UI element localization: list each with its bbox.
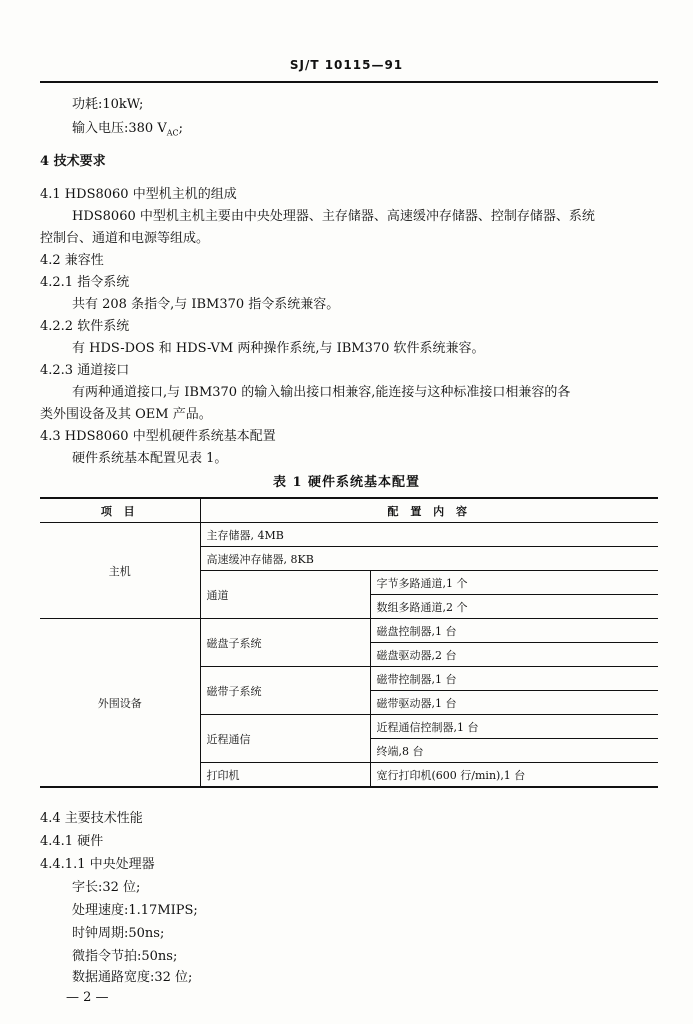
disk-subsystem-label: 磁盘子系统 [200,619,370,667]
cache-cell: 高速缓冲存储器, 8KB [200,547,658,571]
section-4-2-1-heading: 4.2.1 指令系统 [40,275,130,290]
section-4-1-body: HDS8060 中型机主机主要由中央处理器、主存储器、高速缓冲存储器、控制存储器、系统 [72,209,595,224]
voltage-text: 输入电压:380 V [72,121,167,136]
voltage-line: 输入电压:380 $V_{AC}$; [72,121,184,138]
section-4-2-2-body: 有 HDS-DOS 和 HDS-VM 两种操作系统,与 IBM370 软件系统兼容。 [72,341,485,356]
table-row [40,523,658,547]
spec-item: 处理速度:1.17MIPS; [72,903,198,918]
table-caption: 表 1 硬件系统基本配置 [272,475,421,490]
disk-item: 磁盘控制器,1 台 [370,619,658,643]
section-4-2-2-heading: 4.2.2 软件系统 [40,319,130,334]
section-4-4-1-1-heading: 4.4.1.1 中央处理器 [40,857,155,872]
hardware-config-table [40,497,658,788]
remote-comm-label: 近程通信 [200,715,370,763]
spec-item: 时钟周期:50ns; [72,926,165,941]
section-4-2-3-body-cont: 类外围设备及其 OEM 产品。 [40,407,212,422]
main-memory-cell: 主存储器, 4MB [200,523,658,547]
voltage-subscript: AC [166,128,179,138]
channel-item: 字节多路通道,1 个 [370,571,658,595]
section-4-4-1-heading: 4.4.1 硬件 [40,834,104,849]
peripherals-label: 外围设备 [40,619,200,788]
tape-item: 磁带驱动器,1 台 [370,691,658,715]
remote-item: 终端,8 台 [370,739,658,763]
header-rule [40,81,658,83]
section-4-2-3-heading: 4.2.3 通道接口 [40,363,130,378]
section-4-3-body: 硬件系统基本配置见表 1。 [72,451,228,466]
power-line: 功耗:10kW; [72,97,144,112]
printer-item: 宽行打印机(600 行/min),1 台 [370,763,658,788]
section-4-3-heading: 4.3 HDS8060 中型机硬件系统基本配置 [40,429,276,444]
section-4-2-heading: 4.2 兼容性 [40,253,104,268]
section-4-heading: 4 技术要求 [40,154,106,169]
remote-item: 近程通信控制器,1 台 [370,715,658,739]
table-row [40,619,658,643]
section-4-1-heading: 4.1 HDS8060 中型机主机的组成 [40,187,237,202]
disk-item: 磁盘驱动器,2 台 [370,643,658,667]
page-number: — 2 — [66,990,109,1005]
section-4-2-1-body: 共有 208 条指令,与 IBM370 指令系统兼容。 [72,297,340,312]
tape-item: 磁带控制器,1 台 [370,667,658,691]
header-item: 项 目 [40,498,200,523]
channel-label: 通道 [200,571,370,619]
table-header-row [40,498,658,523]
spec-item: 数据通路宽度:32 位; [72,970,193,985]
spec-item: 字长:32 位; [72,880,141,895]
host-label: 主机 [40,523,200,619]
printer-label: 打印机 [200,763,370,788]
spec-item: 微指令节拍:50ns; [72,949,178,964]
tape-subsystem-label: 磁带子系统 [200,667,370,715]
header-code: SJ/T 10115—91 [289,58,404,72]
section-4-4-heading: 4.4 主要技术性能 [40,811,143,826]
header-config: 配 置 内 容 [200,498,658,523]
channel-item: 数组多路通道,2 个 [370,595,658,619]
section-4-2-3-body: 有两种通道接口,与 IBM370 的输入输出接口相兼容,能连接与这种标准接口相兼容的各 [72,385,571,400]
section-4-1-body-cont: 控制台、通道和电源等组成。 [40,231,210,246]
